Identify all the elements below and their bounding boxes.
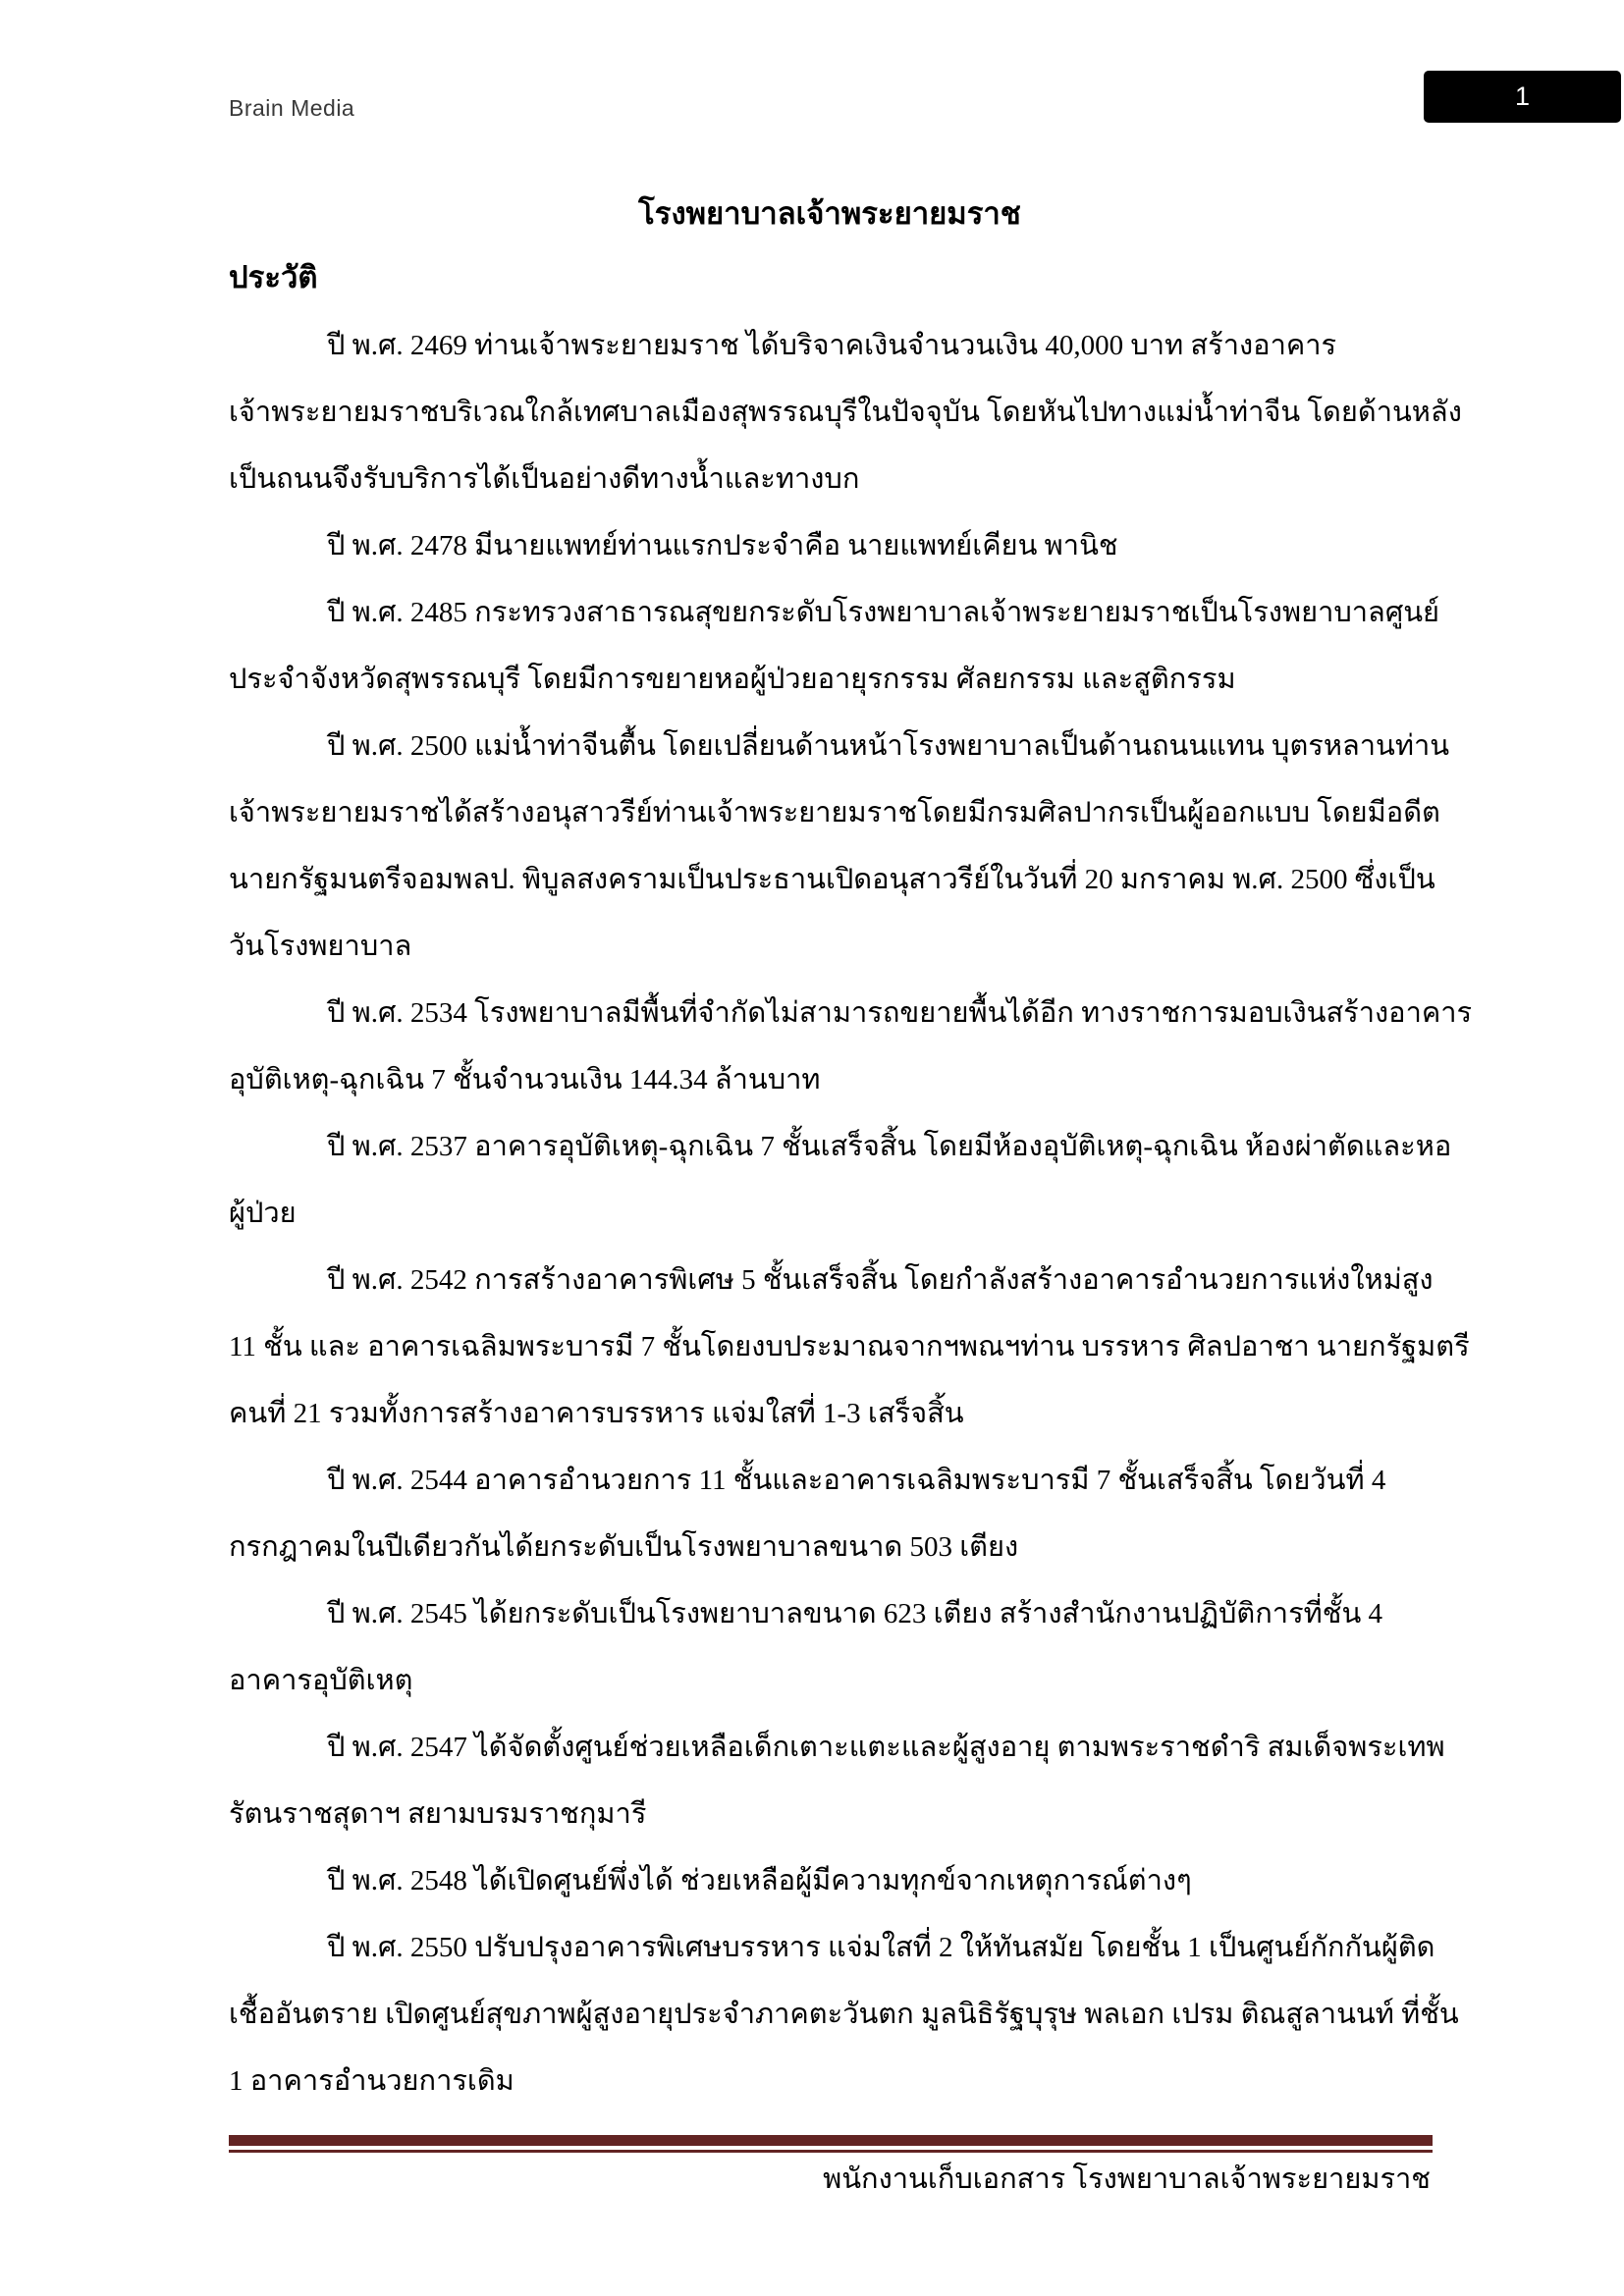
body-line: ปี พ.ศ. 2478 มีนายแพทย์ท่านแรกประจำคือ นายแพทย์เคียน พานิช: [327, 530, 1118, 561]
body-line: ปี พ.ศ. 2542 การสร้างอาคารพิเศษ 5 ชั้นเสร็จสิ้น โดยกำลังสร้างอาคารอำนวยการแห่งใหม่สูง: [327, 1264, 1434, 1296]
document-title: โรงพยาบาลเจ้าพระยายมราช: [638, 196, 1021, 231]
body-line: นายกรัฐมนตรีจอมพลป. พิบูลสงครามเป็นประธานเปิดอนุสาวรีย์ในวันที่ 20 มกราคม พ.ศ. 2500 ซึ่งเป็น: [229, 864, 1435, 895]
body-line: วันโรงพยาบาล: [229, 931, 412, 962]
body-text: [229, 312, 1473, 2114]
body-line: ผู้ป่วย: [229, 1198, 297, 1229]
body-line: อาคารอุบัติเหตุ: [229, 1665, 413, 1696]
header-brand: Brain Media: [229, 95, 355, 121]
body-line: กรกฎาคมในปีเดียวกันได้ยกระดับเป็นโรงพยาบาลขนาด 503 เตียง: [229, 1531, 1019, 1563]
body-line: ปี พ.ศ. 2485 กระทรวงสาธารณสุขยกระดับโรงพยาบาลเจ้าพระยายมราชเป็นโรงพยาบาลศูนย์: [327, 597, 1440, 628]
footer-rule-thin: [229, 2150, 1433, 2153]
body-line: ปี พ.ศ. 2500 แม่น้ำท่าจีนตื้น โดยเปลี่ยนด้านหน้าโรงพยาบาลเป็นด้านถนนแทน บุตรหลานท่าน: [327, 730, 1450, 762]
body-line: เจ้าพระยายมราชบริเวณใกล้เทศบาลเมืองสุพรรณบุรีในปัจจุบัน โดยหันไปทางแม่น้ำท่าจีน โดยด้านหลัง: [229, 397, 1462, 428]
body-line: รัตนราชสุดาฯ สยามบรมราชกุมารี: [229, 1798, 647, 1830]
page-number-badge: [1424, 71, 1621, 123]
body-line: คนที่ 21 รวมทั้งการสร้างอาคารบรรหาร แจ่มใสที่ 1-3 เสร็จสิ้น: [229, 1398, 964, 1429]
body-line: ปี พ.ศ. 2548 ได้เปิดศูนย์พึ่งได้ ช่วยเหลือผู้มีความทุกข์จากเหตุการณ์ต่างๆ: [327, 1865, 1192, 1896]
body-line: ปี พ.ศ. 2550 ปรับปรุงอาคารพิเศษบรรหาร แจ่มใสที่ 2 ให้ทันสมัย โดยชั้น 1 เป็นศูนย์กักกันผู้ติด: [327, 1932, 1435, 1963]
page-number: 1: [1514, 81, 1531, 111]
body-line: ประจำจังหวัดสุพรรณบุรี โดยมีการขยายหอผู้ป่วยอายุรกรรม ศัลยกรรม และสูติกรรม: [229, 664, 1236, 695]
body-line: เป็นถนนจึงรับบริการได้เป็นอย่างดีทางน้ำและทางบก: [229, 463, 860, 495]
footer-rule-thick: [229, 2135, 1433, 2146]
body-line: เจ้าพระยายมราชได้สร้างอนุสาวรีย์ท่านเจ้าพระยายมราชโดยมีกรมศิลปากรเป็นผู้ออกแบบ โดยมีอดีต: [229, 797, 1440, 828]
body-line: 11 ชั้น และ อาคารเฉลิมพระบารมี 7 ชั้นโดยงบประมาณจากฯพณฯท่าน บรรหาร ศิลปอาชา นายกรัฐมตรี: [229, 1331, 1470, 1362]
body-line: ปี พ.ศ. 2544 อาคารอำนวยการ 11 ชั้นและอาคารเฉลิมพระบารมี 7 ชั้นเสร็จสิ้น โดยวันที่ 4: [327, 1465, 1386, 1496]
footer-text: พนักงานเก็บเอกสาร โรงพยาบาลเจ้าพระยายมราช: [823, 2163, 1431, 2195]
body-line: 1 อาคารอำนวยการเดิม: [229, 2065, 514, 2097]
body-line: เชื้ออันตราย เปิดศูนย์สุขภาพผู้สูงอายุประจำภาคตะวันตก มูลนิธิรัฐบุรุษ พลเอก เปรม ติณสูลานนท์ ที่ชั้น: [229, 1999, 1459, 2030]
body-line: ปี พ.ศ. 2537 อาคารอุบัติเหตุ-ฉุกเฉิน 7 ชั้นเสร็จสิ้น โดยมีห้องอุบัติเหตุ-ฉุกเฉิน ห้องผ่าตัดและหอ: [327, 1131, 1452, 1162]
body-line: ปี พ.ศ. 2534 โรงพยาบาลมีพื้นที่จำกัดไม่สามารถขยายพื้นได้อีก ทางราชการมอบเงินสร้างอาคาร: [327, 997, 1473, 1029]
section-heading: ประวัติ: [229, 260, 318, 294]
body-line: ปี พ.ศ. 2469 ท่านเจ้าพระยายมราช ได้บริจาคเงินจำนวนเงิน 40,000 บาท สร้างอาคาร: [327, 330, 1337, 361]
body-line: ปี พ.ศ. 2547 ได้จัดตั้งศูนย์ช่วยเหลือเด็กเตาะแตะและผู้สูงอายุ ตามพระราชดำริ สมเด็จพระเทพ: [327, 1732, 1445, 1763]
body-line: อุบัติเหตุ-ฉุกเฉิน 7 ชั้นจำนวนเงิน 144.34 ล้านบาท: [229, 1064, 821, 1095]
body-line: ปี พ.ศ. 2545 ได้ยกระดับเป็นโรงพยาบาลขนาด 623 เตียง สร้างสำนักงานปฏิบัติการที่ชั้น 4: [327, 1598, 1383, 1629]
